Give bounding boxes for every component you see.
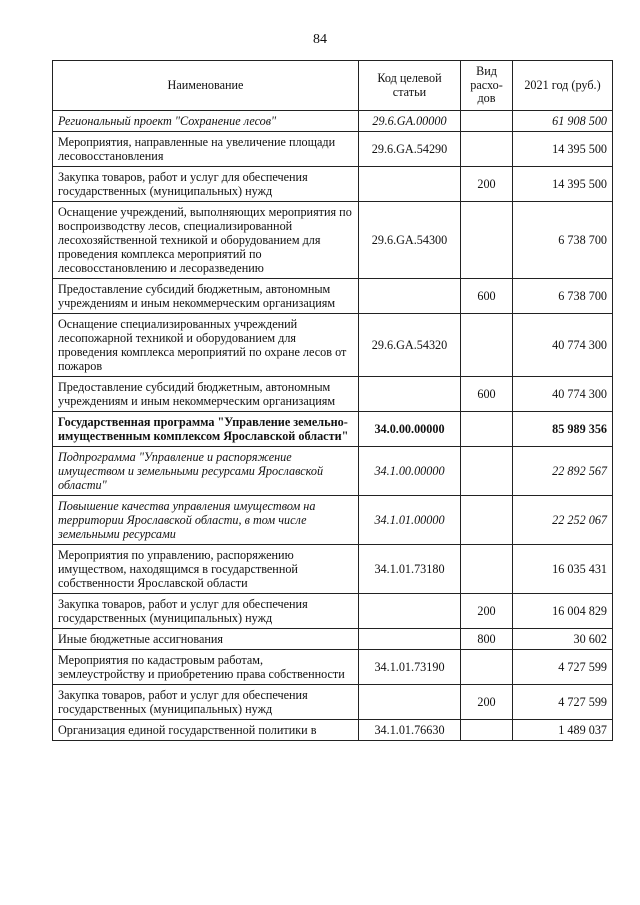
cell-kind: 600 <box>461 377 513 412</box>
cell-sum: 4 727 599 <box>513 650 613 685</box>
table-body <box>53 111 613 741</box>
cell-kind: 200 <box>461 167 513 202</box>
table-row <box>53 202 613 279</box>
cell-code <box>359 685 461 720</box>
table-row <box>53 377 613 412</box>
cell-name: Предоставление субсидий бюджетным, автономным учреждениям и иным некоммерческим организациям <box>53 377 359 412</box>
table-header <box>53 61 613 111</box>
cell-name: Оснащение специализированных учреждений лесопожарной техникой и оборудованием для проведения комплекса мероприятий по охране лесов от пожаров <box>53 314 359 377</box>
cell-code: 34.1.01.76630 <box>359 720 461 741</box>
cell-name: Повышение качества управления имуществом на территории Ярославской области, в том числе земельными ресурсами <box>53 496 359 545</box>
cell-kind <box>461 132 513 167</box>
cell-kind <box>461 650 513 685</box>
table-row <box>53 447 613 496</box>
cell-name: Государственная программа "Управление земельно-имущественным комплексом Ярославской области" <box>53 412 359 447</box>
cell-code: 34.1.01.73190 <box>359 650 461 685</box>
cell-code: 34.1.01.73180 <box>359 545 461 594</box>
cell-code: 29.6.GA.00000 <box>359 111 461 132</box>
cell-code <box>359 377 461 412</box>
cell-sum: 14 395 500 <box>513 132 613 167</box>
cell-code: 29.6.GA.54290 <box>359 132 461 167</box>
cell-name: Мероприятия по кадастровым работам, землеустройству и приобретению права собственности <box>53 650 359 685</box>
cell-sum: 16 004 829 <box>513 594 613 629</box>
cell-sum: 1 489 037 <box>513 720 613 741</box>
cell-code: 29.6.GA.54300 <box>359 202 461 279</box>
cell-sum: 40 774 300 <box>513 377 613 412</box>
cell-sum: 61 908 500 <box>513 111 613 132</box>
cell-name: Закупка товаров, работ и услуг для обеспечения государственных (муниципальных) нужд <box>53 594 359 629</box>
header-sum: 2021 год (руб.) <box>513 61 613 111</box>
cell-name: Региональный проект "Сохранение лесов" <box>53 111 359 132</box>
cell-name: Иные бюджетные ассигнования <box>53 629 359 650</box>
cell-sum: 30 602 <box>513 629 613 650</box>
cell-name: Оснащение учреждений, выполняющих мероприятия по воспроизводству лесов, специализированной лесохозяйственной техникой и оборудованием для проведения комплекса мероприятий по лесовосстановлению и лесоразведению <box>53 202 359 279</box>
header-code: Код целевой статьи <box>359 61 461 111</box>
cell-sum: 4 727 599 <box>513 685 613 720</box>
table-row <box>53 685 613 720</box>
cell-kind: 800 <box>461 629 513 650</box>
cell-code <box>359 279 461 314</box>
header-kind: Вид расхо-дов <box>461 61 513 111</box>
table-row <box>53 132 613 167</box>
table-row <box>53 279 613 314</box>
table-row <box>53 545 613 594</box>
cell-sum: 22 892 567 <box>513 447 613 496</box>
cell-code <box>359 167 461 202</box>
table-row <box>53 629 613 650</box>
cell-sum: 6 738 700 <box>513 202 613 279</box>
cell-code: 29.6.GA.54320 <box>359 314 461 377</box>
cell-name: Предоставление субсидий бюджетным, автономным учреждениям и иным некоммерческим организациям <box>53 279 359 314</box>
table-row <box>53 167 613 202</box>
cell-sum: 6 738 700 <box>513 279 613 314</box>
table-row <box>53 496 613 545</box>
cell-kind <box>461 447 513 496</box>
header-name: Наименование <box>53 61 359 111</box>
page-number: 84 <box>313 32 327 47</box>
cell-sum: 16 035 431 <box>513 545 613 594</box>
cell-kind <box>461 202 513 279</box>
cell-kind <box>461 412 513 447</box>
cell-kind: 200 <box>461 685 513 720</box>
cell-sum: 40 774 300 <box>513 314 613 377</box>
cell-kind <box>461 545 513 594</box>
table-row <box>53 412 613 447</box>
cell-name: Мероприятия, направленные на увеличение площади лесовосстановления <box>53 132 359 167</box>
cell-code: 34.1.01.00000 <box>359 496 461 545</box>
cell-name: Организация единой государственной политики в <box>53 720 359 741</box>
table-row <box>53 314 613 377</box>
cell-code: 34.0.00.00000 <box>359 412 461 447</box>
budget-table <box>52 60 613 741</box>
cell-code <box>359 594 461 629</box>
table-row <box>53 594 613 629</box>
cell-kind <box>461 314 513 377</box>
cell-sum: 22 252 067 <box>513 496 613 545</box>
cell-sum: 14 395 500 <box>513 167 613 202</box>
table-row <box>53 650 613 685</box>
cell-code: 34.1.00.00000 <box>359 447 461 496</box>
cell-code <box>359 629 461 650</box>
cell-kind <box>461 496 513 545</box>
cell-kind: 200 <box>461 594 513 629</box>
cell-kind: 600 <box>461 279 513 314</box>
table-row <box>53 720 613 741</box>
table-row <box>53 111 613 132</box>
cell-name: Закупка товаров, работ и услуг для обеспечения государственных (муниципальных) нужд <box>53 685 359 720</box>
cell-name: Закупка товаров, работ и услуг для обеспечения государственных (муниципальных) нужд <box>53 167 359 202</box>
cell-kind <box>461 720 513 741</box>
cell-kind <box>461 111 513 132</box>
cell-name: Мероприятия по управлению, распоряжению имуществом, находящимся в государственной собственности Ярославской области <box>53 545 359 594</box>
cell-sum: 85 989 356 <box>513 412 613 447</box>
cell-name: Подпрограмма "Управление и распоряжение имуществом и земельными ресурсами Ярославской области" <box>53 447 359 496</box>
